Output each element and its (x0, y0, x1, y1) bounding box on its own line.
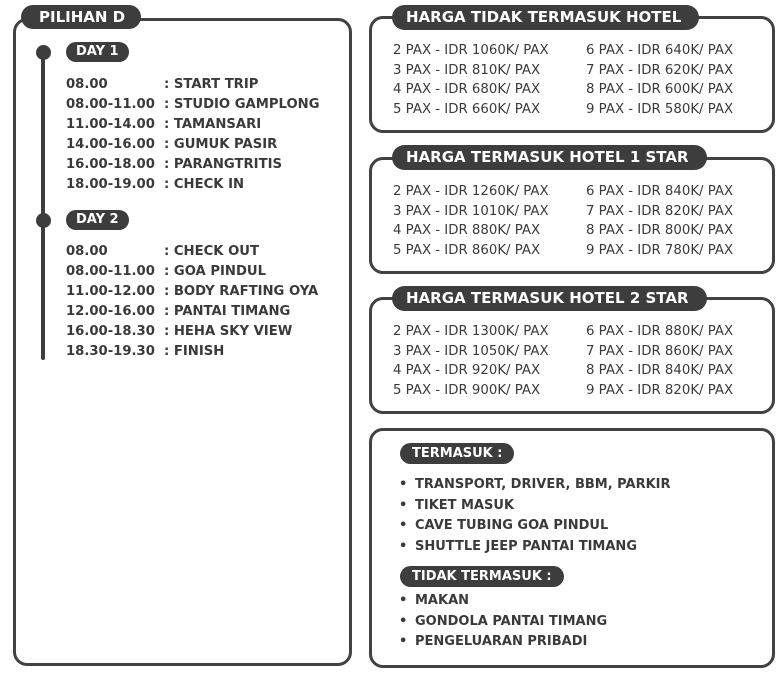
price-row: 4 PAX - IDR 920K/ PAX 8 PAX - IDR 840K/ PAX (393, 363, 734, 379)
day2-schedule (66, 242, 318, 363)
schedule-row: 16.00-18.30 : HEHA SKY VIEW (66, 324, 293, 340)
price-row: 5 PAX - IDR 860K/ PAX 9 PAX - IDR 780K/ PAX (393, 243, 734, 259)
schedule-row: 08.00 : START TRIP (66, 77, 259, 92)
price-title-hotel-1-star: HARGA TERMASUK HOTEL 1 STAR (392, 145, 707, 170)
list-item: • MAKAN (399, 591, 607, 612)
price-table-no-hotel (393, 41, 733, 120)
price-row: 3 PAX - IDR 1010K/ PAX 7 PAX - IDR 820K/ PAX (393, 203, 734, 219)
schedule-row: 12.00-16.00 : PANTAI TIMANG (66, 304, 291, 320)
price-row: 2 PAX - IDR 1260K/ PAX 6 PAX - IDR 840K/ PAX (393, 184, 734, 199)
excluded-label: TIDAK TERMASUK : (400, 566, 564, 587)
price-row: 3 PAX - IDR 1050K/ PAX 7 PAX - IDR 860K/ PAX (393, 343, 734, 359)
day1-schedule (66, 75, 320, 196)
list-item: • CAVE TUBING GOA PINDUL (399, 516, 671, 537)
list-item: • SHUTTLE JEEP PANTAI TIMANG (399, 537, 671, 558)
timeline-dot-day1 (36, 45, 51, 60)
timeline-rail (41, 52, 45, 360)
list-item: • TIKET MASUK (399, 496, 671, 517)
price-title-hotel-2-star: HARGA TERMASUK HOTEL 2 STAR (392, 286, 707, 311)
schedule-row: 18.30-19.30 : FINISH (66, 344, 225, 360)
schedule-row: 18.00-19.00 : CHECK IN (66, 177, 245, 193)
schedule-row: 11.00-14.00 : TAMANSARI (66, 117, 262, 133)
schedule-row: 08.00 : CHECK OUT (66, 244, 259, 259)
included-list (399, 475, 671, 557)
included-label: TERMASUK : (400, 443, 514, 464)
schedule-row: 08.00-11.00 : GOA PINDUL (66, 264, 267, 280)
price-row: 5 PAX - IDR 900K/ PAX 9 PAX - IDR 820K/ PAX (393, 383, 734, 399)
schedule-row: 14.00-16.00 : GUMUK PASIR (66, 137, 278, 153)
excluded-list (399, 591, 607, 653)
schedule-row: 11.00-12.00 : BODY RAFTING OYA (66, 284, 319, 300)
price-row: 2 PAX - IDR 1300K/ PAX 6 PAX - IDR 880K/ PAX (393, 324, 734, 339)
price-table-hotel-2-star (393, 322, 733, 401)
price-table-hotel-1-star (393, 182, 733, 261)
price-row: 4 PAX - IDR 680K/ PAX 8 PAX - IDR 600K/ PAX (393, 82, 734, 98)
schedule-row: 16.00-18.00 : PARANGTRITIS (66, 157, 282, 173)
price-row: 3 PAX - IDR 810K/ PAX 7 PAX - IDR 620K/ PAX (393, 62, 734, 78)
day2-label: DAY 2 (66, 210, 129, 230)
price-row: 2 PAX - IDR 1060K/ PAX 6 PAX - IDR 640K/ PAX (393, 43, 734, 58)
price-row: 5 PAX - IDR 660K/ PAX 9 PAX - IDR 580K/ PAX (393, 102, 734, 118)
itinerary-title: PILIHAN D (21, 5, 141, 29)
list-item: • TRANSPORT, DRIVER, BBM, PARKIR (399, 475, 671, 496)
schedule-row: 08.00-11.00 : STUDIO GAMPLONG (66, 97, 320, 113)
price-row: 4 PAX - IDR 880K/ PAX 8 PAX - IDR 800K/ PAX (393, 223, 734, 239)
price-title-no-hotel: HARGA TIDAK TERMASUK HOTEL (392, 5, 699, 30)
timeline-dot-day2 (36, 213, 51, 228)
list-item: • PENGELUARAN PRIBADI (399, 632, 607, 653)
day1-label: DAY 1 (66, 42, 129, 62)
list-item: • GONDOLA PANTAI TIMANG (399, 612, 607, 633)
